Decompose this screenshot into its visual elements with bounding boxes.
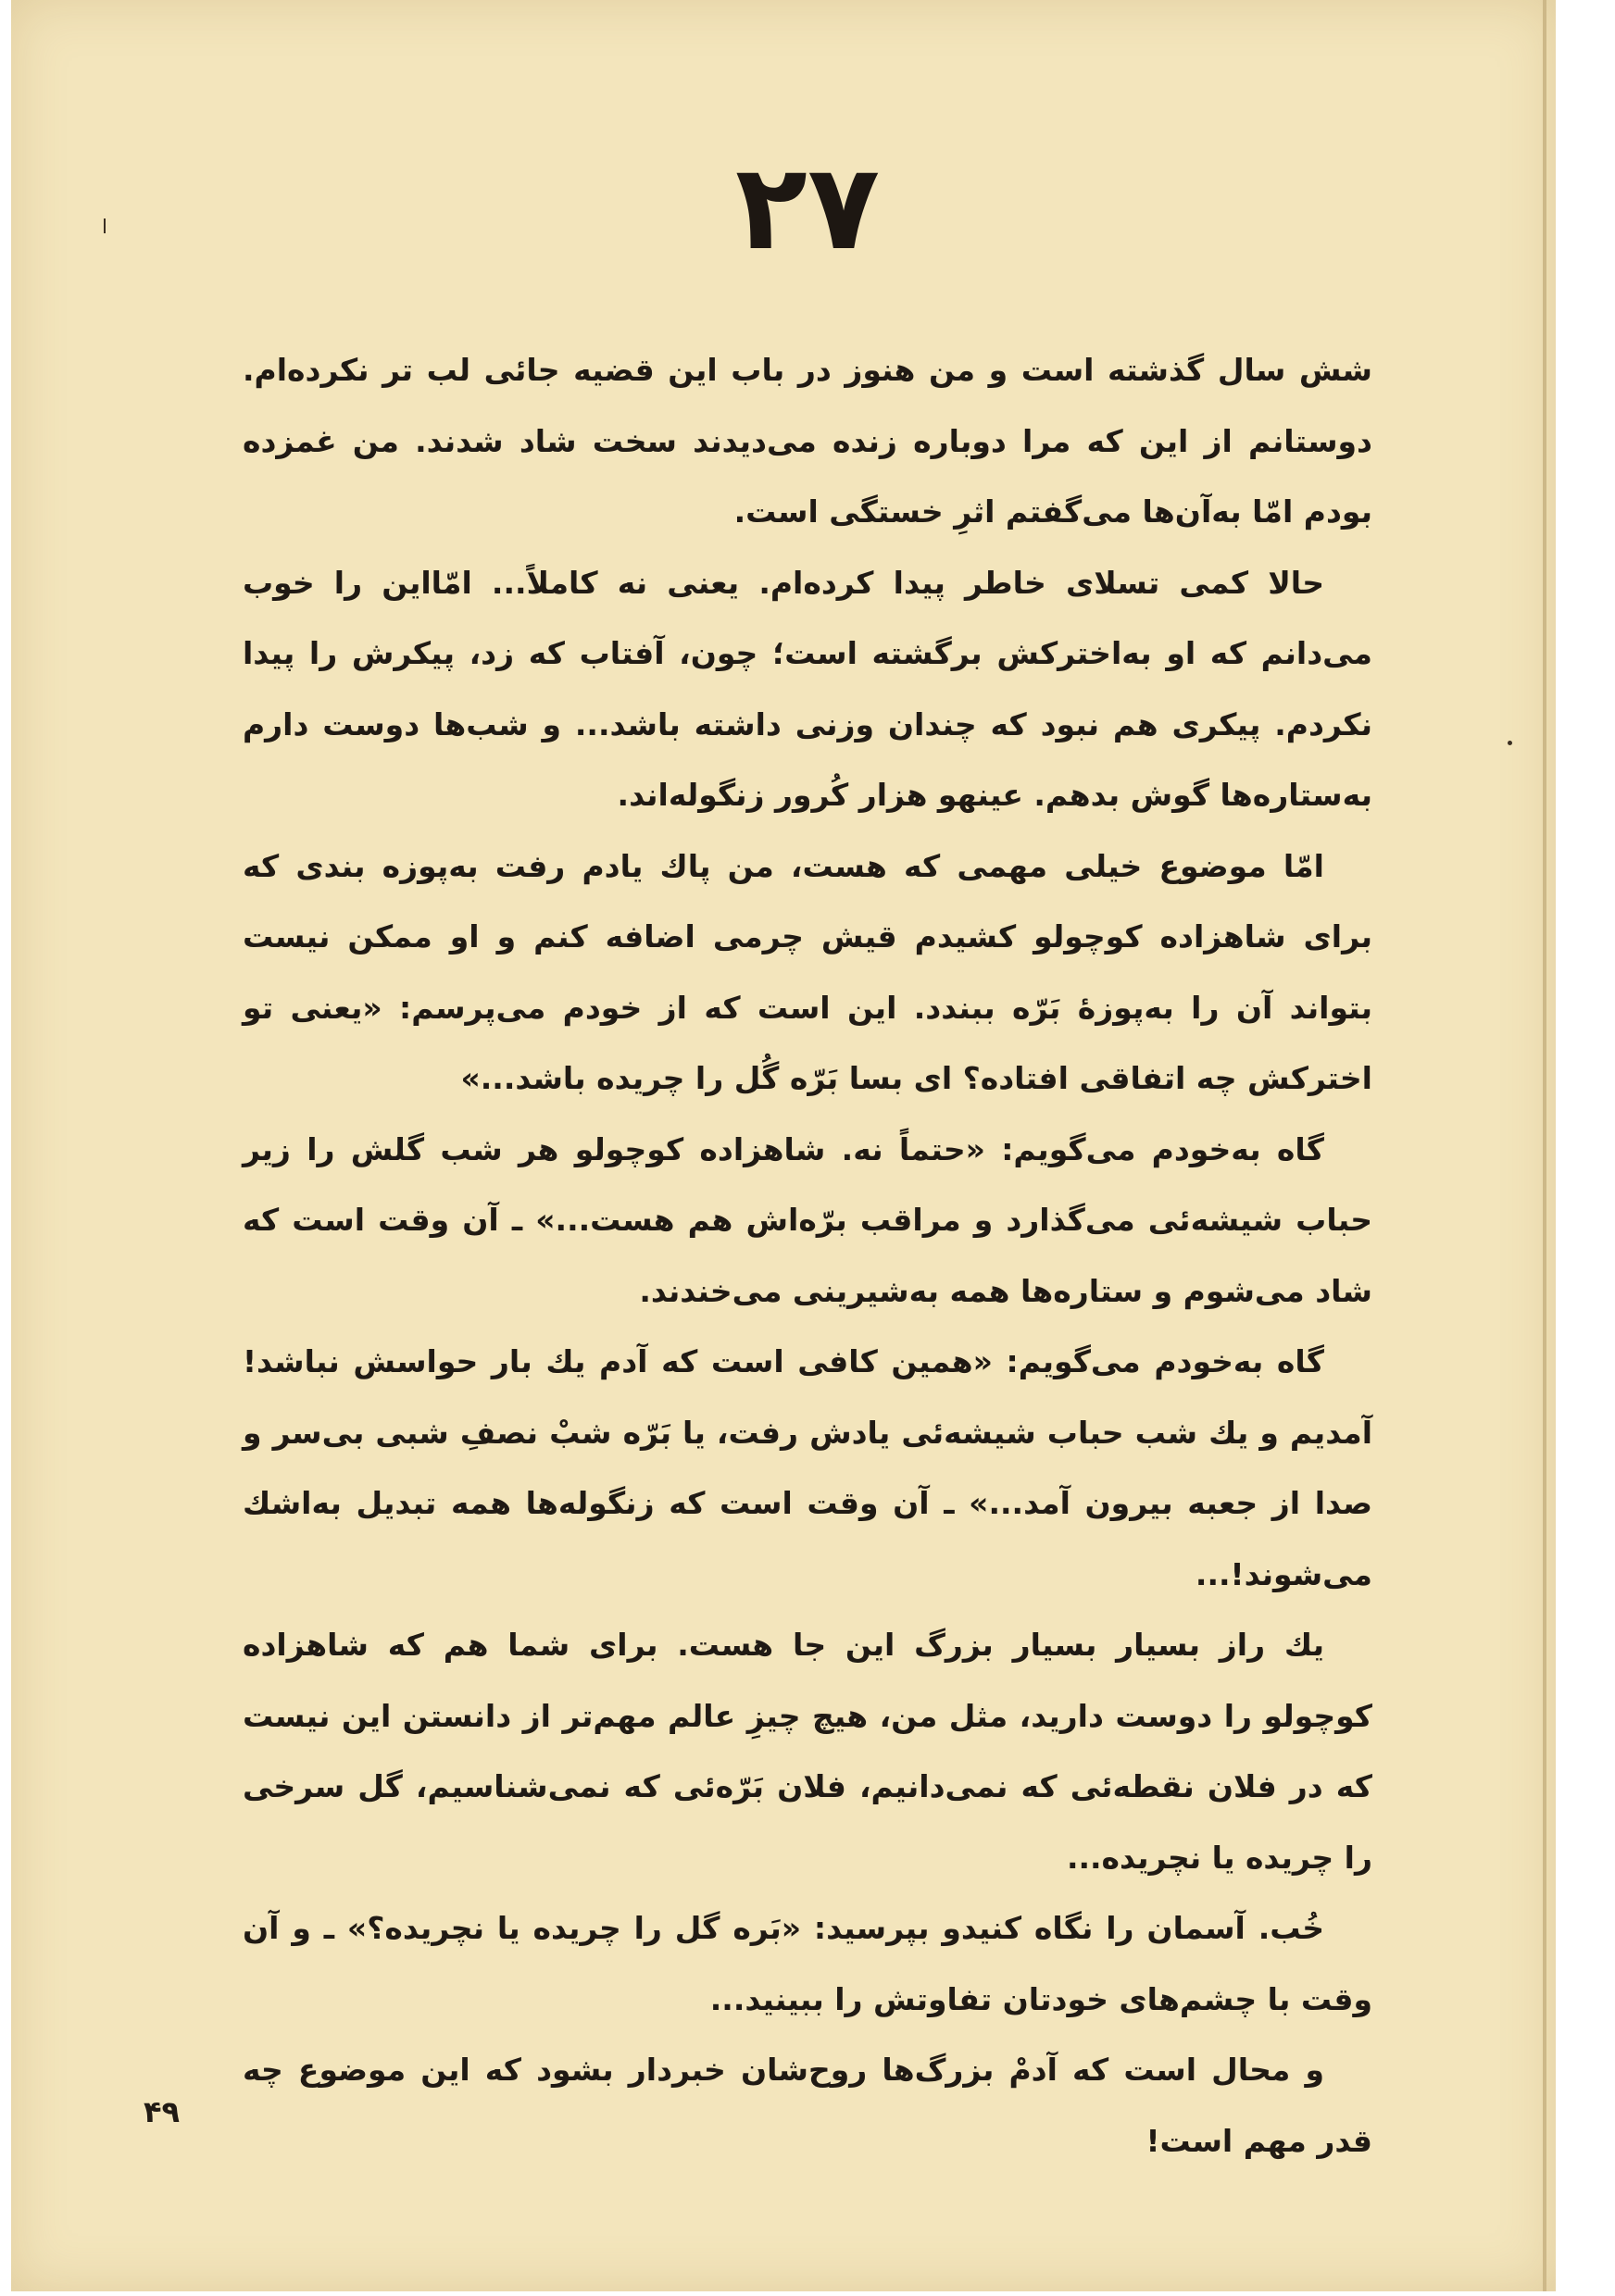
paragraph: امّا موضوع خیلی مهمی که هست، من پاك یادم رفت به‌پوزه بندی که برای شاهزاده کوچولو کشیدم قیش چرمی اضافه کنم و او ممکن نیست بتواند آن را به‌پوزهٔ بَرّه ببندد. این است که از خودم می‌پرسم: «یعنی تو اخترکش چه اتفاقی افتاده؟ ای بسا بَرّه گُل را چریده باشد...» bbox=[243, 847, 1372, 1096]
paragraph: گاه به‌خودم می‌گویم: «همین کافی است که آدم یك بار حواسش نباشد! آمدیم و یك شب حباب شیشه‌ئی یادش رفت، یا بَرّه شبْ نصفِ شبی بی‌سر و صدا از جعبه بیرون آمد...» ـ آن وقت است که زنگوله‌ها همه تبدیل به‌اشك می‌شوند!... bbox=[243, 1343, 1372, 1592]
page-number: ۴۹ bbox=[144, 2094, 181, 2129]
paragraph: و محال است که آدمْ بزرگ‌ها روح‌شان خبردار بشود که این موضوع چه قدر مهم است! bbox=[243, 2052, 1372, 2159]
paragraph: شش سال گذشته است و من هنوز در باب این قضیه جائی لب تر نکرده‌ام. دوستانم از این که مرا دوباره زنده می‌دیدند سخت شاد شدند. من غمزده بودم امّا به‌آن‌ها می‌گفتم اثرِ خستگی است. bbox=[243, 352, 1372, 530]
page-edge bbox=[1543, 0, 1546, 2291]
ink-speck bbox=[1508, 741, 1512, 745]
paragraph: حالا کمی تسلای خاطر پیدا کرده‌ام. یعنی نه کاملاً... امّااین را خوب می‌دانم که او به‌اخترکش برگشته است؛ چون، آفتاب که زد، پیکرش را پیدا نکردم. پیکری هم نبود که چندان وزنی داشته باشد... و شب‌ها دوست دارم به‌ستاره‌ها گوش بدهم. عینهو هزار کُرور زنگوله‌اند. bbox=[243, 564, 1372, 813]
paragraph: یك راز بسیار بسیار بزرگ این جا هست. برای شما هم که شاهزاده کوچولو را دوست دارید، مثل من، هیچ چیزِ عالم مهم‌تر از دانستن این نیست که در فلان نقطه‌ئی که نمی‌دانیم، فلان بَرّه‌ئی که نمی‌شناسیم، گل سرخی را چریده یا نچریده... bbox=[243, 1627, 1372, 1876]
chapter-number: ۲۷ bbox=[734, 139, 881, 277]
body-text bbox=[243, 335, 1372, 2177]
paragraph: گاه به‌خودم می‌گویم: «حتماً نه. شاهزاده کوچولو هر شب گلش را زیر حباب شیشه‌ئی می‌گذارد و مراقب برّه‌اش هم هست...» ـ آن وقت است که شاد می‌شوم و ستاره‌ها همه به‌شیرینی می‌خندند. bbox=[243, 1130, 1372, 1309]
paragraph: خُب. آسمان را نگاه کنیدو بپرسید: «بَره گل را چریده یا نچریده؟» ـ و آن وقت با چشم‌های خودتان تفاوتش را ببینید... bbox=[243, 1910, 1372, 2017]
